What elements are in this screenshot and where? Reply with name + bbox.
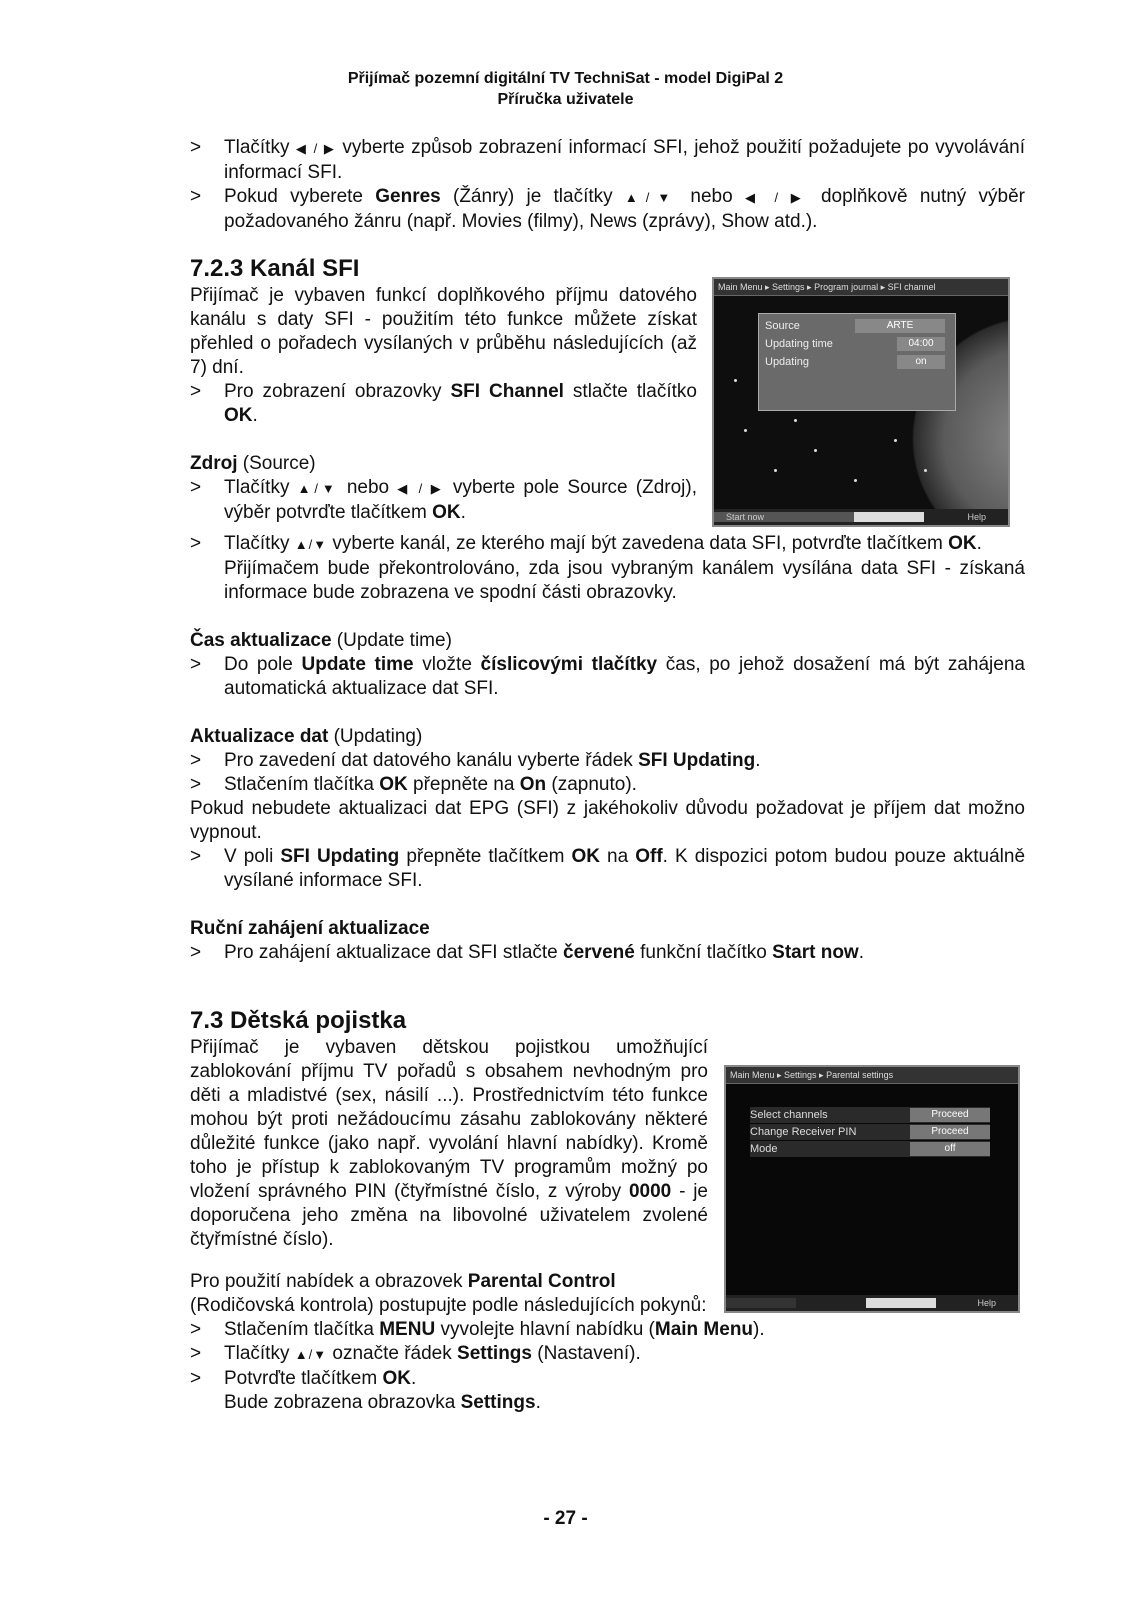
- intro-bullet-2: > Pokud vyberete Genres (Žánry) je tlačítky ▲/▼ nebo ◀ / ▶ doplňkově nutný výběr požadovaného žánru (např. Movies (filmy), News (zprávy), Show atd.).: [190, 185, 1025, 234]
- section-7-3: [190, 1006, 708, 1252]
- paragraph: Přijímač je vybaven funkcí doplňkového příjmu datového kanálu s daty SFI - použitím této funkce můžete získat přehled o pořadech vysílaných v průběhu následujících (až 7) dní.: [190, 285, 697, 378]
- screen-footer: [726, 1295, 1018, 1311]
- paragraph: Pokud nebudete aktualizaci dat EPG (SFI) z jakéhokoliv důvodu požadovat je příjem dat možno vypnout.: [190, 798, 1025, 843]
- menu-row-mode: Mode off: [750, 1141, 990, 1157]
- help-label: Help: [967, 512, 986, 522]
- paragraph: (Rodičovská kontrola) postupujte podle následujících pokynů:: [190, 1295, 707, 1316]
- bullet: > Tlačítky ▲/▼ označte řádek Settings (Nastavení).: [190, 1342, 1025, 1367]
- bullet: > Potvrďte tlačítkem OK.: [190, 1367, 1025, 1391]
- header-title: Přijímač pozemní digitální TV TechniSat - model DigiPal 2: [347, 70, 784, 87]
- parental-settings-screenshot: [724, 1065, 1020, 1313]
- section-7-2-3-cont: [190, 532, 1025, 965]
- menu-row-change-pin: Change Receiver PIN Proceed: [750, 1124, 990, 1140]
- bullet: > Tlačítky ▲/▼ vyberte kanál, ze kterého mají být zavedena data SFI, potvrďte tlačítkem OK.: [190, 532, 1025, 557]
- up-down-arrows-icon: ▲/▼: [294, 1347, 328, 1362]
- up-down-arrows-icon: ▲/▼: [294, 537, 328, 552]
- bullet-continuation: Přijímačem bude překontrolováno, zda jsou vybraným kanálem vysílána data SFI - získaná informace bude zobrazena ve spodní části obrazovky.: [224, 558, 1025, 603]
- menu-row-source: Source ARTE: [765, 318, 949, 334]
- section-heading: 7.2.3 Kanál SFI: [190, 255, 360, 282]
- subheading-cas: Čas aktualizace (Update time): [190, 630, 452, 651]
- left-right-arrows-icon: ◀ / ▶: [295, 141, 337, 156]
- parental-dialog: [750, 1107, 990, 1157]
- up-down-arrows-icon: ▲/▼: [624, 190, 679, 205]
- sfi-channel-screenshot: [712, 277, 1010, 527]
- bullet: > Stlačením tlačítka OK přepněte na On (zapnuto).: [190, 773, 1025, 797]
- bullet: > Stlačením tlačítka MENU vyvolejte hlavní nabídku (Main Menu).: [190, 1318, 1025, 1342]
- subheading-rucni: Ruční zahájení aktualizace: [190, 918, 430, 939]
- paragraph: Přijímač je vybaven dětskou pojistkou umožňující zablokování příjmu TV pořadů s obsahem nevhodným pro děti a mladistvé (sex, násilí ...). Prostřednictvím této funkce mohou být proti nežádoucímu zásahu zablokovány některé důležité funkce (jako např. vyvolání hlavní nabídky). Kromě toho je přístup k zablokovaným TV programům možný po vložení správného PIN (čtyřmístné číslo, z výroby 0000 - je doporučena jeho změna na libovolné uživatelem zvolené čtyřmístné číslo).: [190, 1037, 708, 1250]
- sfi-dialog: [758, 313, 956, 411]
- page-header: [0, 68, 1131, 110]
- bullet: > V poli SFI Updating přepněte tlačítkem OK na Off. K dispozici potom budou pouze aktuálně vysílané informace SFI.: [190, 845, 1025, 893]
- section-heading: 7.3 Dětská pojistka: [190, 1007, 407, 1034]
- screen-breadcrumb: Main Menu ▸ Settings ▸ Parental settings: [726, 1067, 1018, 1084]
- paragraph: Pro použití nabídek a obrazovek Parental Control: [190, 1271, 616, 1292]
- bullet-continuation: Bude zobrazena obrazovka Settings.: [224, 1392, 541, 1413]
- up-down-arrows-icon: ▲/▼: [297, 481, 339, 496]
- bullet: > Do pole Update time vložte číslicovými tlačítky čas, po jehož dosažení má být zahájena automatická aktualizace dat SFI.: [190, 653, 1025, 701]
- subheading-aktualizace: Aktualizace dat (Updating): [190, 726, 423, 747]
- menu-row-updating-time: Updating time 04:00: [765, 336, 949, 352]
- bullet: > Pro zahájení aktualizace dat SFI stlačte červené funkční tlačítko Start now.: [190, 941, 1025, 965]
- screen-breadcrumb: Main Menu ▸ Settings ▸ Program journal ▸ SFI channel: [714, 279, 1008, 296]
- menu-row-updating: Updating on: [765, 354, 949, 370]
- intro-bullet-1: > Tlačítky ◀ / ▶ vyberte způsob zobrazení informací SFI, jehož použití požadujete po vyvolávání informací SFI.: [190, 136, 1025, 185]
- screen-footer: [714, 509, 1008, 525]
- menu-row-select-channels: Select channels Proceed: [750, 1107, 990, 1123]
- start-now-label: Start now: [726, 512, 765, 522]
- page-number: - 27 -: [543, 1508, 588, 1529]
- bullet: > Pro zavedení dat datového kanálu vyberte řádek SFI Updating.: [190, 749, 1025, 773]
- bullet: > Tlačítky ▲/▼ nebo ◀ / ▶ vyberte pole Source (Zdroj), výběr potvrďte tlačítkem OK.: [190, 476, 697, 525]
- help-label: Help: [977, 1298, 996, 1308]
- section-7-2-3: [190, 254, 697, 525]
- left-right-arrows-icon: ◀ / ▶: [744, 190, 809, 205]
- bullet: > Pro zobrazení obrazovky SFI Channel stlačte tlačítko OK.: [190, 380, 697, 428]
- left-right-arrows-icon: ◀ / ▶: [397, 481, 445, 496]
- intro-section: [190, 136, 1025, 234]
- header-subtitle: Příručka uživatele: [497, 91, 634, 108]
- subheading-zdroj: Zdroj (Source): [190, 453, 316, 474]
